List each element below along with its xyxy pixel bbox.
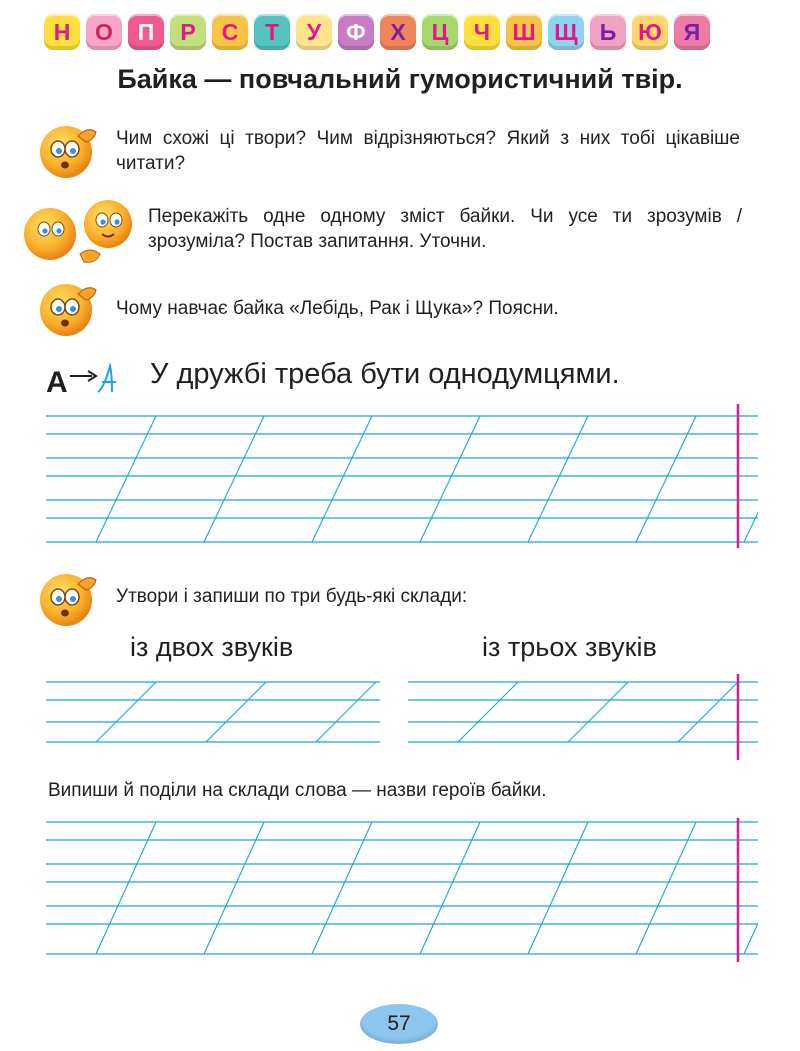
task-split-words: Випиши й поділи на склади слова — назви героїв байки. — [48, 780, 547, 801]
alphabet-tile: Т — [254, 14, 290, 50]
thinking-face-icon — [36, 118, 102, 180]
alphabet-tile: С — [212, 14, 248, 50]
copy-sentence: У дружбі треба бути однодумцями. — [150, 358, 620, 390]
alphabet-tile: Ю — [632, 14, 668, 50]
page-number: 57 — [360, 1004, 438, 1044]
column-two-sounds: із двох звуків — [130, 632, 294, 662]
alphabet-tile: Ч — [464, 14, 500, 50]
thinking-face-icon — [36, 276, 102, 338]
alphabet-tile: Х — [380, 14, 416, 50]
handwriting-lines[interactable] — [46, 404, 758, 548]
handwriting-lines-right[interactable] — [408, 674, 758, 760]
page-heading: Байка — повчальний гумористичний твір. — [117, 64, 683, 94]
task-retell: Перекажіть одне одному зміст байки. Чи усе ти зрозумів / зрозуміла? Постав запитання. Уточни. — [148, 206, 742, 252]
thinking-face-icon — [36, 566, 102, 628]
alphabet-strip — [44, 14, 744, 50]
talking-faces-icon — [16, 194, 136, 270]
column-three-sounds: із трьох звуків — [482, 632, 657, 662]
task-moral: Чому навчає байка «Лебідь, Рак і Щука»? Поясни. — [116, 298, 559, 319]
alphabet-tile: Ь — [590, 14, 626, 50]
alphabet-tile: Ц — [422, 14, 458, 50]
alphabet-tile: Я — [674, 14, 710, 50]
alphabet-tile: У — [296, 14, 332, 50]
alphabet-tile: Щ — [548, 14, 584, 50]
alphabet-tile: Н — [44, 14, 80, 50]
alphabet-tile: Ш — [506, 14, 542, 50]
task-syllables: Утвори і запиши по три будь-які склади: — [116, 586, 468, 607]
task-compare-works: Чим схожі ці твори? Чим відрізняються? Який з них тобі цікавіше читати? — [116, 128, 740, 174]
svg-text:A: A — [46, 366, 68, 396]
alphabet-tile: Ф — [338, 14, 374, 50]
print-to-script-icon — [46, 358, 126, 396]
handwriting-lines-bottom[interactable] — [46, 818, 758, 962]
handwriting-lines-left[interactable] — [46, 674, 380, 754]
alphabet-tile: О — [86, 14, 122, 50]
alphabet-tile: Р — [170, 14, 206, 50]
alphabet-tile: П — [128, 14, 164, 50]
